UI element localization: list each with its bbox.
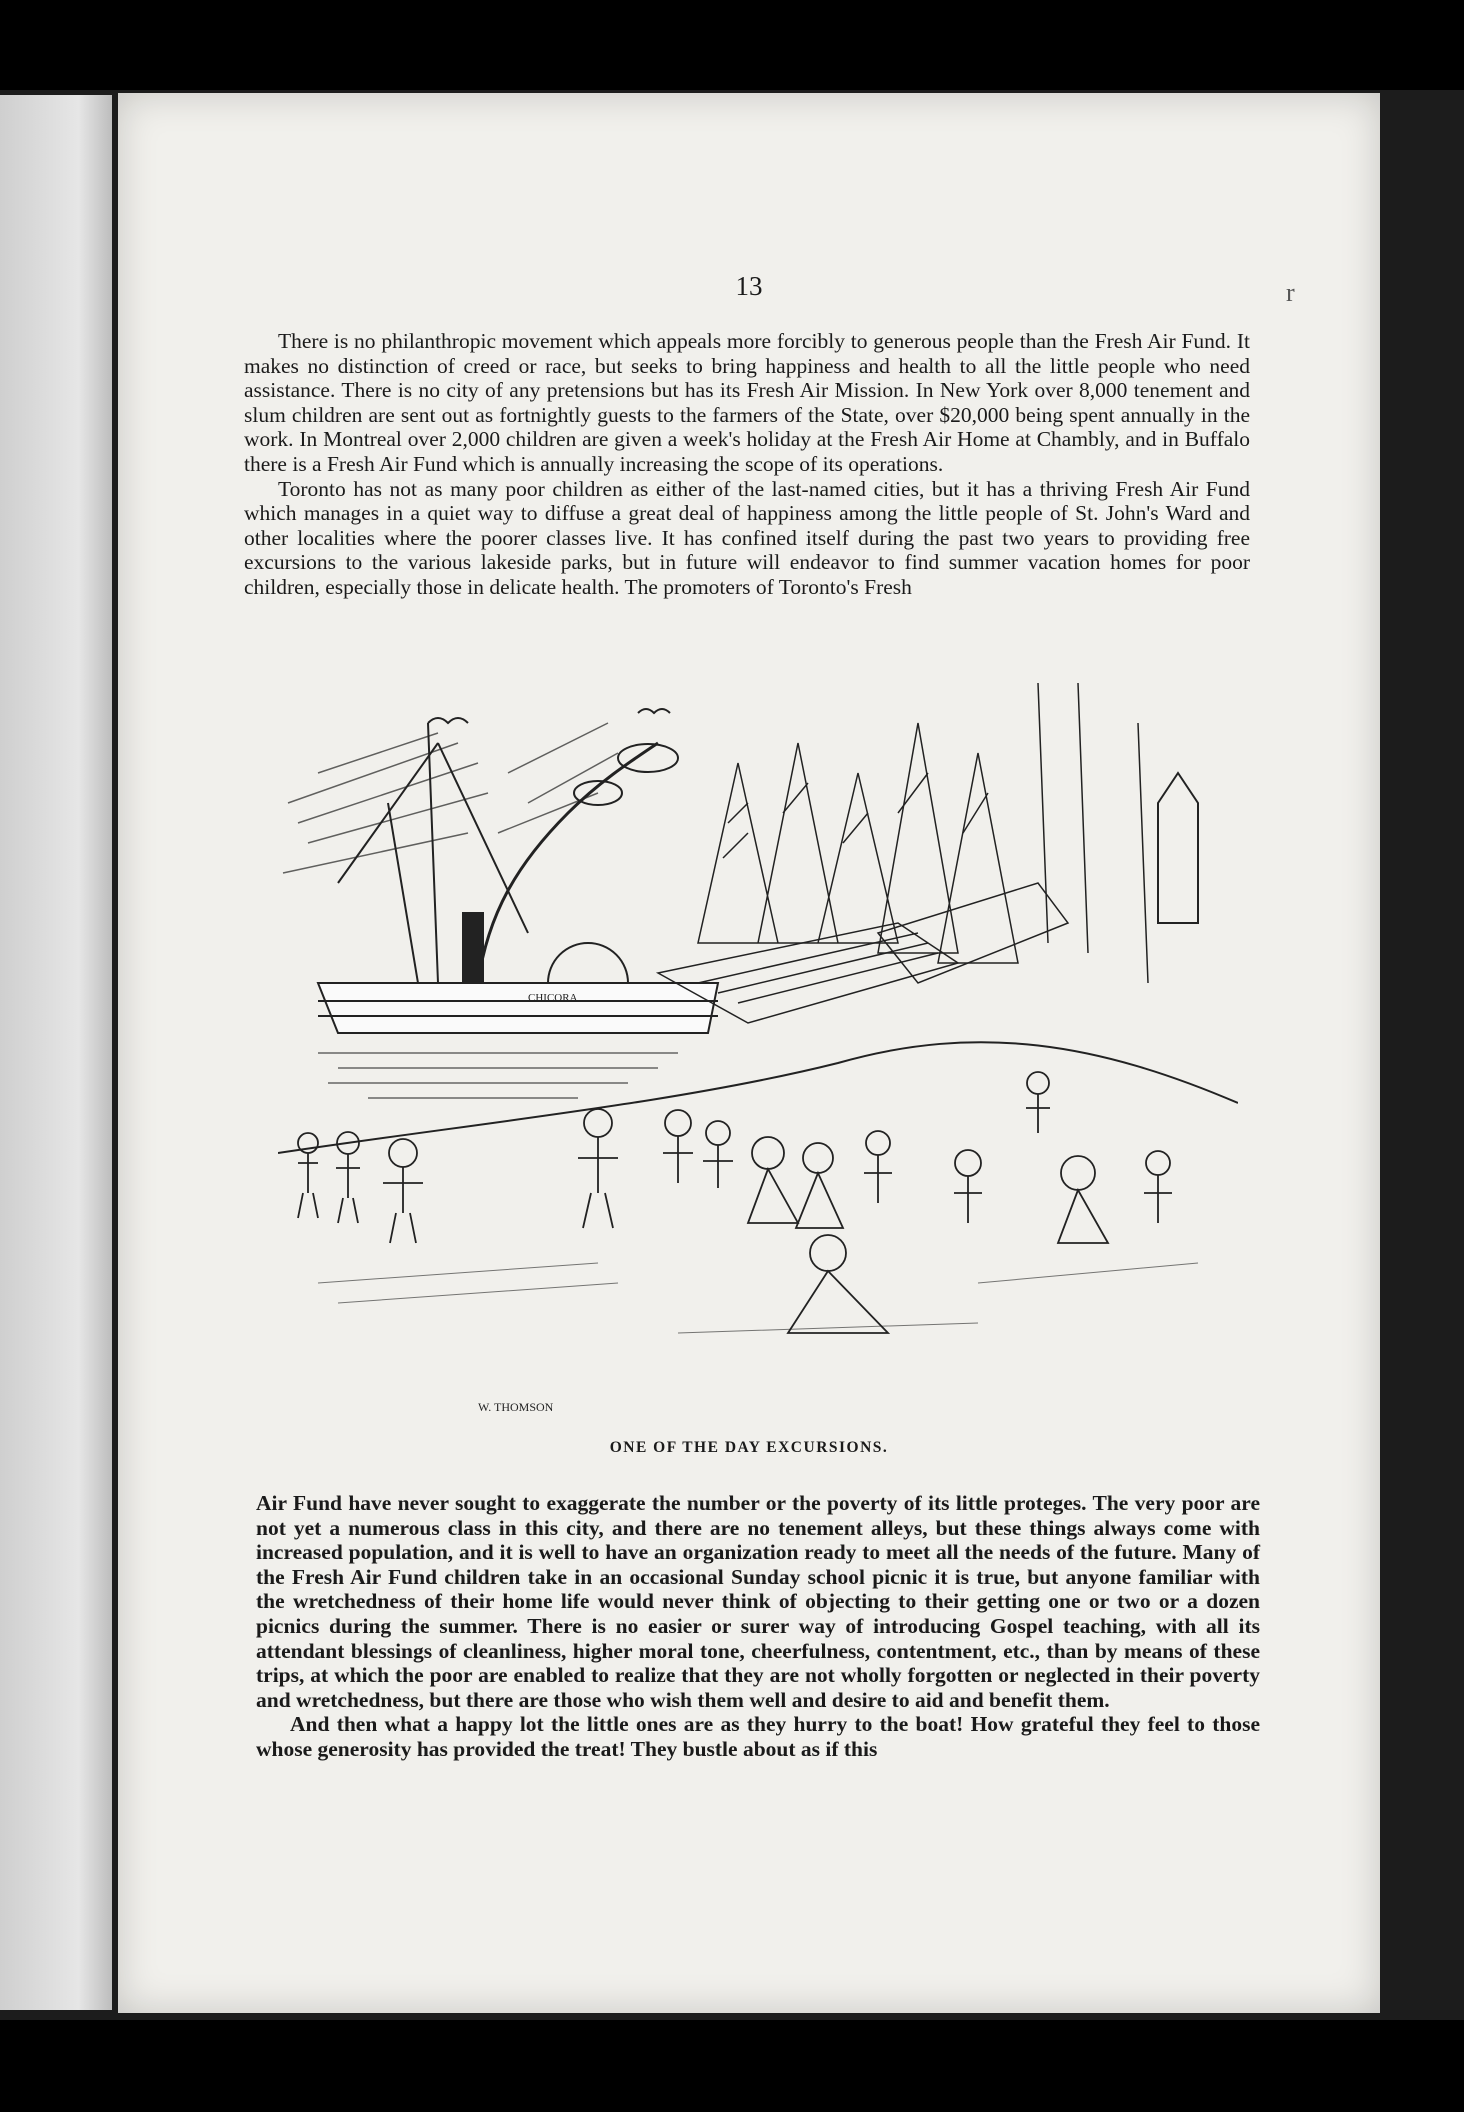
bird	[428, 718, 468, 723]
paragraph: Toronto has not as many poor children as either of the last-named cities, but it has a thriving Fresh Air Fund which manages in a quiet way to diffuse a great deal of happiness among the little people of St. John's Ward and other localities where the poorer classes live. It has confined itself during the past two years to providing free excursions to the various lakeside parks, but in future will endeavor to find summer vacation homes for poor children, especially those in delicate health. The promoters of Toronto's Fresh	[244, 476, 1250, 599]
paragraph: Air Fund have never sought to exaggerate the number or the poverty of its little proteges. The very poor are not yet a numerous class in this city, and there are no tenement alleys, but these things always come with increased population, and it is well to have an organization ready to meet all the needs of the future. Many of the Fresh Air Fund children take in an occasional Sunday school picnic it is true, but anyone familiar with the wretchedness of their home life would never think of objecting to their getting one or two or a dozen picnics during the summer. There is no easier or surer way of introducing Gospel teaching, with all its attendant blessings of cleanliness, higher moral tone, cheerfulness, contentment, etc., than by means of these trips, at which the poor are enabled to realize that they are not wholly forgotten or neglected in their poverty and wretchedness, but there are those who wish them well and desire to aid and benefit them.	[256, 1491, 1260, 1712]
margin-mark: r	[1286, 278, 1295, 307]
sky-hatching	[283, 723, 618, 873]
water	[318, 1053, 678, 1098]
paragraph: And then what a happy lot the little ones are as they hurry to the boat! How grateful they feel to those whose generosity has provided the treat! They bustle about as if this	[256, 1712, 1260, 1761]
illustration-caption: ONE OF THE DAY EXCURSIONS.	[609, 1439, 889, 1456]
children-group	[298, 1072, 1172, 1333]
body-text-bottom	[256, 1491, 1260, 1762]
facing-page-edge	[0, 95, 112, 2010]
forest	[698, 683, 1148, 983]
body-text-top	[244, 329, 1250, 600]
page-number: 13	[735, 271, 763, 301]
book-page	[118, 93, 1380, 2013]
artist-signature: W. THOMSON	[478, 1400, 554, 1414]
boat-name: CHICORA	[528, 992, 578, 1004]
building	[1158, 773, 1198, 923]
paragraph: There is no philanthropic movement which appeals more forcibly to generous people than the Fresh Air Fund. It makes no distinction of creed or race, but seeks to bring happiness and health to all the little people who need assistance. There is no city of any pretensions but has its Fresh Air Mission. In New York over 8,000 tenement and slum children are sent out as fortnightly guests to the farmers of the State, over $20,000 being spent annually in the work. In Montreal over 2,000 children are given a week's holiday at the Fresh Air Home at Chambly, and in Buffalo there is a Fresh Air Fund which is annually increasing the scope of its operations.	[244, 329, 1250, 476]
bird	[638, 709, 670, 713]
excursion-illustration	[278, 683, 1238, 1523]
smoke-plume	[478, 743, 658, 983]
steamship	[318, 723, 718, 1033]
ground	[318, 1263, 1198, 1333]
